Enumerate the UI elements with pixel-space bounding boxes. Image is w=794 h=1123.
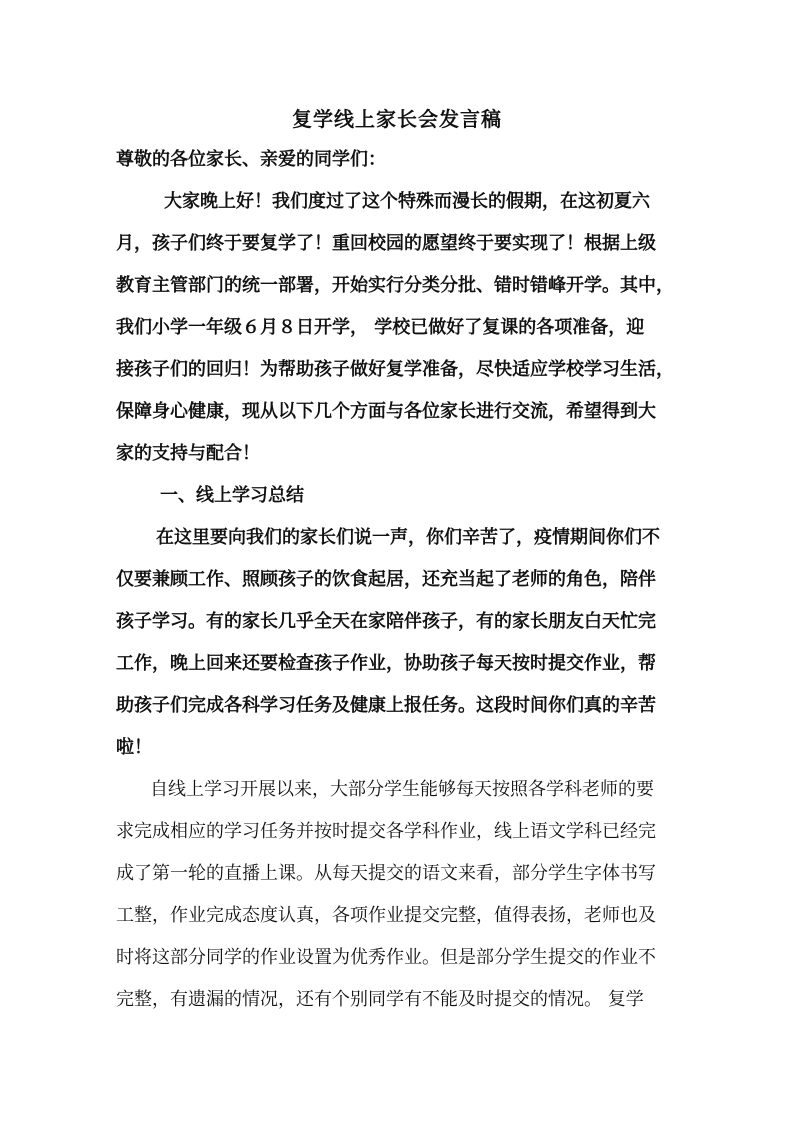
paragraph1-line: 保障身心健康，现从以下几个方面与各位家长进行交流，希望得到大 xyxy=(116,401,656,422)
section-heading: 一、线上学习总结 xyxy=(160,485,304,506)
paragraph1-line: 大家晚上好！我们度过了这个特殊而漫长的假期，在这初夏六 xyxy=(164,191,650,212)
paragraph3-line: 自线上学习开展以来，大部分学生能够每天按照各学科老师的要 xyxy=(150,779,654,800)
paragraph1-line: 接孩子们的回归！为帮助孩子做好复学准备，尽快适应学校学习生活， xyxy=(116,359,674,380)
paragraph1-line: 我们小学一年级６月８日开学， 学校已做好了复课的各项准备，迎 xyxy=(116,317,645,338)
paragraph1-line: 月，孩子们终于要复学了！重回校园的愿望终于要实现了！根据上级 xyxy=(116,233,656,254)
paragraph2-line: 孩子学习。有的家长几乎全天在家陪伴孩子，有的家长朋友白天忙完 xyxy=(116,611,656,632)
paragraph1-line: 教育主管部门的统一部署，开始实行分类分批、错时错峰开学。其中， xyxy=(116,275,674,296)
paragraph3-line: 完整，有遗漏的情况，还有个别同学有不能及时提交的情况。 复学 xyxy=(116,989,644,1010)
salutation: 尊敬的各位家长、亲爱的同学们： xyxy=(116,149,386,170)
paragraph3-line: 求完成相应的学习任务并按时提交各学科作业，线上语文学科已经完 xyxy=(116,821,656,842)
paragraph3-line: 时将这部分同学的作业设置为优秀作业。但是部分学生提交的作业不 xyxy=(116,947,656,968)
paragraph1-line: 家的支持与配合！ xyxy=(116,443,260,464)
document-title: 复学线上家长会发言稿 xyxy=(292,107,502,131)
paragraph2-line: 啦！ xyxy=(116,737,152,758)
paragraph2-line: 在这里要向我们的家长们说一声，你们辛苦了，疫情期间你们不 xyxy=(156,527,660,548)
paragraph3-line: 成了第一轮的直播上课。从每天提交的语文来看，部分学生字体书写 xyxy=(116,863,656,884)
paragraph2-line: 工作，晚上回来还要检查孩子作业，协助孩子每天按时提交作业，帮 xyxy=(116,653,656,674)
paragraph2-line: 助孩子们完成各科学习任务及健康上报任务。这段时间你们真的辛苦 xyxy=(116,695,656,716)
paragraph2-line: 仅要兼顾工作、照顾孩子的饮食起居，还充当起了老师的角色，陪伴 xyxy=(116,569,656,590)
paragraph3-line: 工整，作业完成态度认真，各项作业提交完整，值得表扬，老师也及 xyxy=(116,905,656,926)
